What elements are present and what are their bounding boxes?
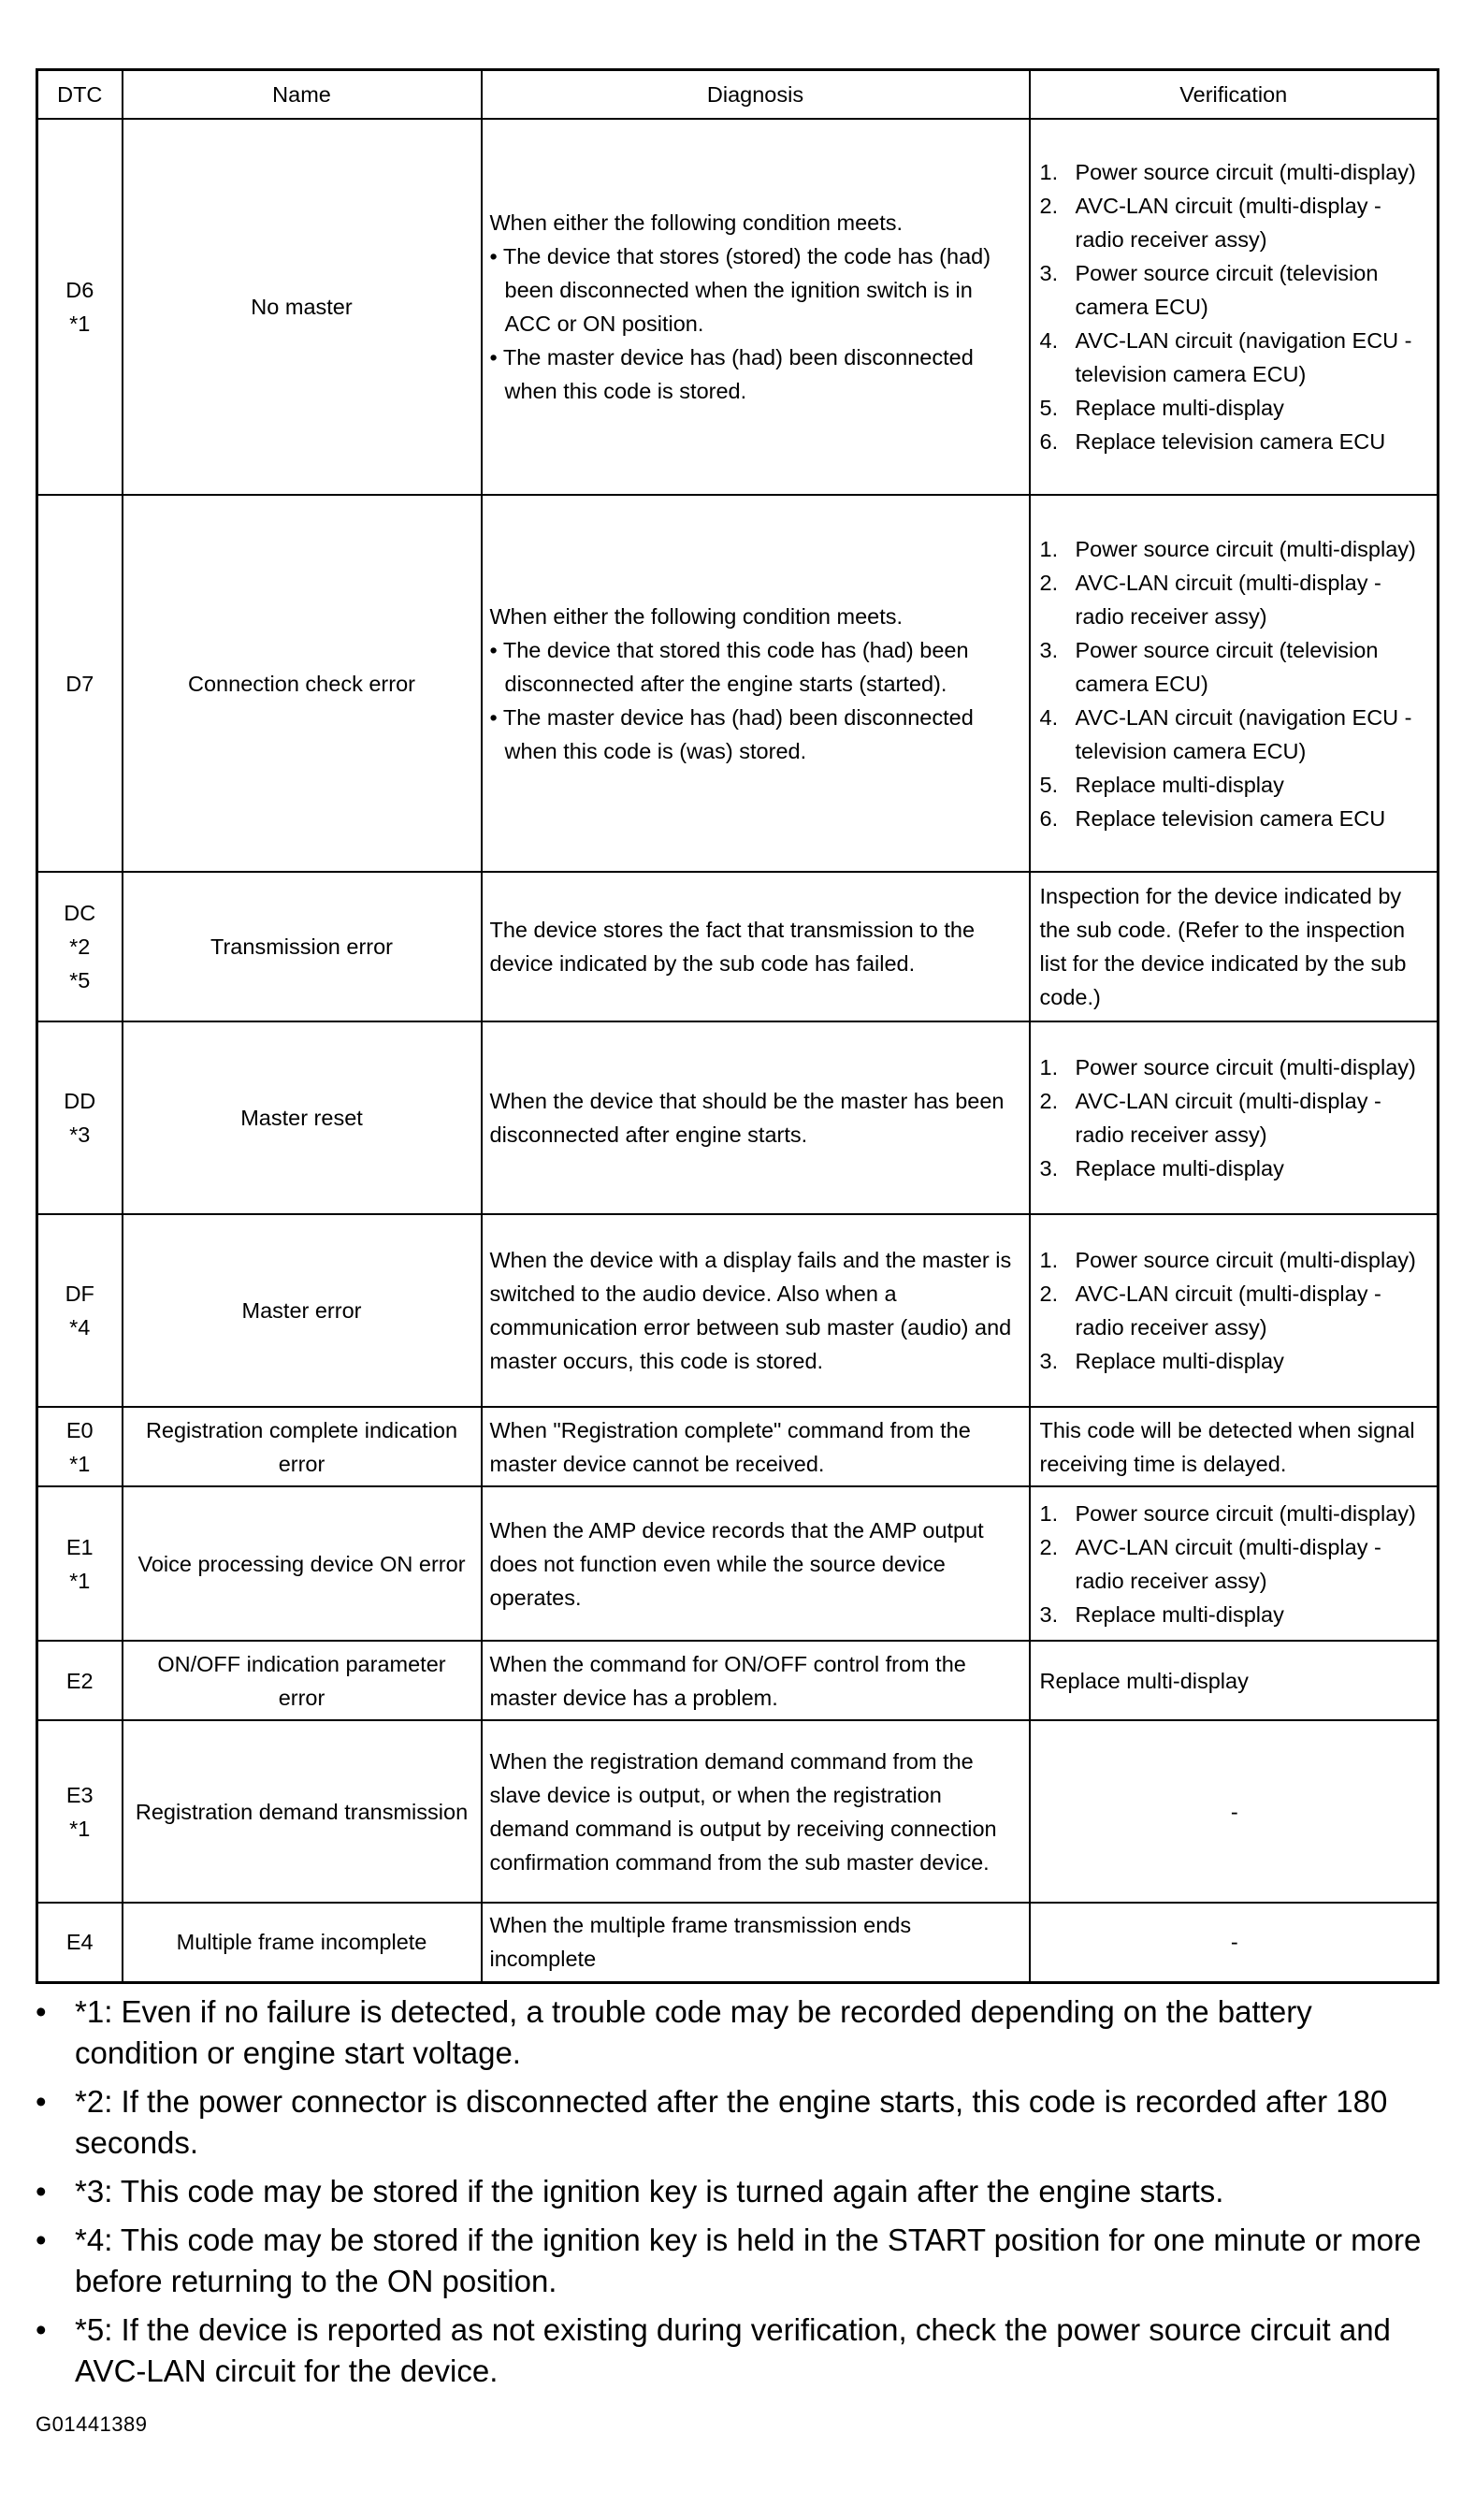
diagnosis-text: When either the following condition meets. (489, 603, 904, 629)
verification-cell (1030, 119, 1439, 495)
dtc-name-cell: Master reset (123, 1021, 482, 1214)
table-row (37, 1407, 1439, 1486)
diagnosis-bullet (490, 340, 1021, 408)
diagnosis-text: When the multiple frame transmission ends incomplete (489, 1913, 912, 1972)
diagnosis-text: When the command for ON/OFF control from the master device has a problem. (489, 1651, 966, 1710)
dtc-table-body (37, 119, 1439, 1982)
header-dtc: DTC (37, 70, 123, 120)
verification-step (1040, 1530, 1430, 1598)
step-number: 3. (1039, 1349, 1059, 1373)
dtc-code: DC (64, 901, 96, 925)
verification-cell (1030, 1641, 1439, 1720)
verification-step-text: AVC-LAN circuit (navigation ECU - television camera ECU) (1075, 704, 1412, 763)
diagnosis-text: When "Registration complete" command from the master device cannot be received. (489, 1417, 971, 1476)
dtc-code-cell (37, 1486, 123, 1641)
footnote (36, 2310, 1437, 2392)
header-name: Name (123, 70, 482, 120)
verification-step-text: Power source circuit (television camera ECU) (1075, 637, 1379, 696)
verification-cell (1030, 872, 1439, 1021)
verification-step (1040, 256, 1430, 324)
verification-step-text: Replace multi-display (1075, 1156, 1284, 1180)
verification-step (1040, 391, 1430, 425)
verification-text: This code will be detected when signal receiving time is delayed. (1039, 1417, 1415, 1476)
step-number: 5. (1039, 396, 1059, 420)
verification-step (1040, 1151, 1430, 1185)
verification-cell (1030, 1021, 1439, 1214)
dtc-code: E4 (65, 1930, 94, 1955)
verification-none: - (1230, 1799, 1238, 1824)
diagnosis-cell (482, 872, 1030, 1021)
verification-step (1040, 155, 1430, 189)
dtc-table (36, 68, 1439, 1984)
dtc-name-cell: Multiple frame incomplete (123, 1903, 482, 1982)
diagnosis-cell (482, 1214, 1030, 1407)
dtc-code: E2 (65, 1668, 94, 1693)
footnote-text: *5: If the device is reported as not existing during verification, check the power source circuit and AVC-LAN circuit for the device. (75, 2311, 1391, 2388)
bullet-dot-icon: • (489, 704, 503, 730)
dtc-code-cell (37, 1407, 123, 1486)
verification-step (1040, 189, 1430, 256)
bullet-dot-icon: • (489, 345, 503, 369)
verification-step (1040, 532, 1430, 566)
step-number: 5. (1039, 772, 1059, 797)
diagnosis-text: The device stores the fact that transmission to the device indicated by the sub code has failed. (489, 918, 976, 976)
verification-step (1040, 1598, 1430, 1631)
diagnosis-bullet-text: The device that stores (stored) the code has (had) been disconnected when the ignition switch is in ACC or ON position. (502, 244, 991, 336)
table-header-row (37, 70, 1439, 120)
table-row (37, 1214, 1439, 1407)
verification-step (1040, 1050, 1430, 1084)
dtc-code-cell (37, 1214, 123, 1407)
dtc-footnote-ref: *1 (69, 1568, 91, 1593)
diagnosis-cell (482, 1641, 1030, 1720)
dtc-footnote-ref: *1 (69, 311, 91, 336)
header-diagnosis: Diagnosis (482, 70, 1030, 120)
footnote (36, 2171, 1437, 2212)
verification-step (1040, 324, 1430, 391)
footnote (36, 2220, 1437, 2302)
verification-step-text: AVC-LAN circuit (navigation ECU - television camera ECU) (1075, 328, 1412, 386)
table-row (37, 495, 1439, 872)
verification-step-text: Replace multi-display (1075, 1601, 1284, 1627)
verification-cell (1030, 1486, 1439, 1641)
header-verification: Verification (1030, 70, 1439, 120)
dtc-code: DF (65, 1282, 94, 1306)
verification-step-text: Replace multi-display (1075, 772, 1284, 797)
dtc-code-cell (37, 1903, 123, 1982)
verification-step-text: Power source circuit (television camera ECU) (1075, 261, 1379, 319)
dtc-name-cell: Master error (123, 1214, 482, 1407)
verification-step (1040, 1497, 1430, 1530)
dtc-code: D7 (65, 671, 94, 696)
diagnosis-cell (482, 1903, 1030, 1982)
diagnosis-text: When the AMP device records that the AMP output does not function even while the source device operates. (489, 1517, 984, 1610)
dtc-code-cell (37, 495, 123, 872)
diagnosis-cell (482, 1021, 1030, 1214)
dtc-code: E0 (65, 1417, 94, 1442)
table-row (37, 1903, 1439, 1982)
verification-step (1040, 1243, 1430, 1277)
dtc-name-cell: Connection check error (123, 495, 482, 872)
verification-step-text: Power source circuit (multi-display) (1075, 1500, 1416, 1526)
dtc-code-cell (37, 1720, 123, 1903)
diagnosis-text: When the registration demand command from the slave device is output, or when the registration demand command is output by receiving connection confirmation command from the sub master device. (489, 1748, 997, 1875)
dtc-code-cell (37, 1641, 123, 1720)
step-number: 3. (1039, 1156, 1059, 1180)
step-number: 1. (1039, 1248, 1059, 1272)
verification-step (1040, 633, 1430, 701)
dtc-footnote-ref: *4 (69, 1315, 91, 1340)
step-number: 1. (1039, 536, 1059, 561)
verification-text: Inspection for the device indicated by the sub code. (Refer to the inspection list for the device indicated by the sub code.) (1039, 884, 1407, 1009)
dtc-code-cell (37, 1021, 123, 1214)
verification-cell (1030, 495, 1439, 872)
step-number: 4. (1039, 328, 1059, 353)
bullet-dot-icon: • (36, 2083, 47, 2119)
footnote (36, 1991, 1437, 2074)
verification-step-text: Power source circuit (multi-display) (1075, 536, 1416, 561)
diagnosis-bullet (490, 701, 1021, 768)
verification-cell (1030, 1720, 1439, 1903)
verification-step (1040, 566, 1430, 633)
step-number: 1. (1039, 1500, 1059, 1526)
footnote-text: *2: If the power connector is disconnected after the engine starts, this code is recorded after 180 seconds. (75, 2083, 1388, 2160)
verification-step-text: Power source circuit (multi-display) (1075, 1055, 1416, 1079)
diagnosis-cell (482, 1486, 1030, 1641)
table-row (37, 119, 1439, 495)
dtc-name-cell: Registration complete indication error (123, 1407, 482, 1486)
verification-step (1040, 1084, 1430, 1151)
figure-id: G01441389 (36, 2411, 148, 2436)
step-number: 6. (1039, 805, 1059, 831)
verification-step-text: Replace television camera ECU (1075, 805, 1386, 831)
diagnosis-text: When the device that should be the master has been disconnected after engine starts. (489, 1089, 1005, 1147)
verification-steps (1040, 1050, 1430, 1185)
verification-cell (1030, 1903, 1439, 1982)
footnote-text: *3: This code may be stored if the ignition key is turned again after the engine starts. (75, 2173, 1224, 2209)
verification-step (1040, 1277, 1430, 1344)
bullet-dot-icon: • (489, 244, 503, 268)
dtc-name-cell: No master (123, 119, 482, 495)
verification-step (1040, 802, 1430, 835)
step-number: 2. (1039, 570, 1059, 595)
verification-step-text: AVC-LAN circuit (multi-display - radio receiver assy) (1075, 1282, 1381, 1340)
verification-step-text: AVC-LAN circuit (multi-display - radio receiver assy) (1075, 194, 1381, 252)
step-number: 3. (1039, 637, 1059, 662)
dtc-code: D6 (65, 278, 94, 302)
step-number: 2. (1039, 1534, 1059, 1559)
diagnosis-text: When the device with a display fails and the master is switched to the audio device. Also when a communication error between sub master (audio) and master occurs, this code is stored. (489, 1248, 1012, 1373)
dtc-footnote-ref: *1 (69, 1816, 91, 1841)
bullet-dot-icon: • (36, 2173, 47, 2209)
dtc-footnote-ref: *5 (69, 968, 91, 992)
dtc-name-cell: Registration demand transmission (123, 1720, 482, 1903)
verification-cell (1030, 1214, 1439, 1407)
footnotes (36, 1991, 1437, 2392)
step-number: 1. (1039, 160, 1059, 184)
dtc-footnote-ref: *2 (69, 934, 91, 959)
step-number: 6. (1039, 429, 1059, 454)
step-number: 1. (1039, 1055, 1059, 1079)
table-row (37, 872, 1439, 1021)
verification-steps (1040, 1497, 1430, 1631)
diagnosis-bullet-text: The master device has (had) been disconnected when this code is (was) stored. (502, 704, 974, 763)
step-number: 3. (1039, 1601, 1059, 1627)
step-number: 2. (1039, 1282, 1059, 1306)
footnote-text: *1: Even if no failure is detected, a trouble code may be recorded depending on the battery condition or engine start voltage. (75, 1993, 1312, 2070)
verification-cell (1030, 1407, 1439, 1486)
verification-step-text: AVC-LAN circuit (multi-display - radio receiver assy) (1075, 1534, 1381, 1593)
diagnosis-bullet (490, 239, 1021, 340)
verification-step (1040, 768, 1430, 802)
verification-text: Replace multi-display (1039, 1668, 1249, 1693)
verification-steps (1040, 155, 1430, 458)
verification-step (1040, 425, 1430, 458)
verification-step-text: Power source circuit (multi-display) (1075, 1248, 1416, 1272)
verification-step-text: Replace multi-display (1075, 1349, 1284, 1373)
verification-step-text: Replace television camera ECU (1075, 429, 1386, 454)
dtc-footnote-ref: *1 (69, 1451, 91, 1476)
dtc-code-cell (37, 872, 123, 1021)
bullet-dot-icon: • (36, 2311, 47, 2347)
diagnosis-cell (482, 119, 1030, 495)
dtc-code: E1 (65, 1534, 94, 1559)
verification-step-text: Replace multi-display (1075, 396, 1284, 420)
verification-step-text: AVC-LAN circuit (multi-display - radio receiver assy) (1075, 1089, 1381, 1147)
document-page (36, 68, 1437, 2437)
verification-none: - (1230, 1930, 1238, 1955)
diagnosis-bullet-text: The master device has (had) been disconnected when this code is stored. (502, 345, 974, 403)
verification-step (1040, 701, 1430, 768)
step-number: 4. (1039, 704, 1059, 730)
dtc-footnote-ref: *3 (69, 1122, 91, 1147)
step-number: 2. (1039, 194, 1059, 218)
dtc-code-cell (37, 119, 123, 495)
diagnosis-bullet-text: The device that stored this code has (had) been disconnected after the engine starts (started). (502, 637, 969, 696)
verification-step-text: AVC-LAN circuit (multi-display - radio receiver assy) (1075, 570, 1381, 629)
verification-steps (1040, 532, 1430, 835)
diagnosis-bullet (490, 633, 1021, 701)
diagnosis-text: When either the following condition meets. (489, 210, 904, 235)
table-row (37, 1021, 1439, 1214)
diagnosis-cell (482, 1720, 1030, 1903)
dtc-code: E3 (65, 1782, 94, 1807)
dtc-name-cell: Voice processing device ON error (123, 1486, 482, 1641)
dtc-name-cell: Transmission error (123, 872, 482, 1021)
diagnosis-cell (482, 1407, 1030, 1486)
bullet-dot-icon: • (36, 2222, 47, 2257)
table-row (37, 1641, 1439, 1720)
diagnosis-cell (482, 495, 1030, 872)
bullet-dot-icon: • (489, 637, 503, 662)
step-number: 3. (1039, 261, 1059, 285)
dtc-code: DD (64, 1089, 96, 1113)
footnote (36, 2081, 1437, 2164)
verification-steps (1040, 1243, 1430, 1378)
table-row (37, 1486, 1439, 1641)
footnote-text: *4: This code may be stored if the ignition key is held in the START position for one minute or more before returning to the ON position. (75, 2222, 1422, 2298)
verification-step (1040, 1344, 1430, 1378)
table-row (37, 1720, 1439, 1903)
bullet-dot-icon: • (36, 1993, 47, 2029)
step-number: 2. (1039, 1089, 1059, 1113)
dtc-name-cell: ON/OFF indication parameter error (123, 1641, 482, 1720)
verification-step-text: Power source circuit (multi-display) (1075, 160, 1416, 184)
